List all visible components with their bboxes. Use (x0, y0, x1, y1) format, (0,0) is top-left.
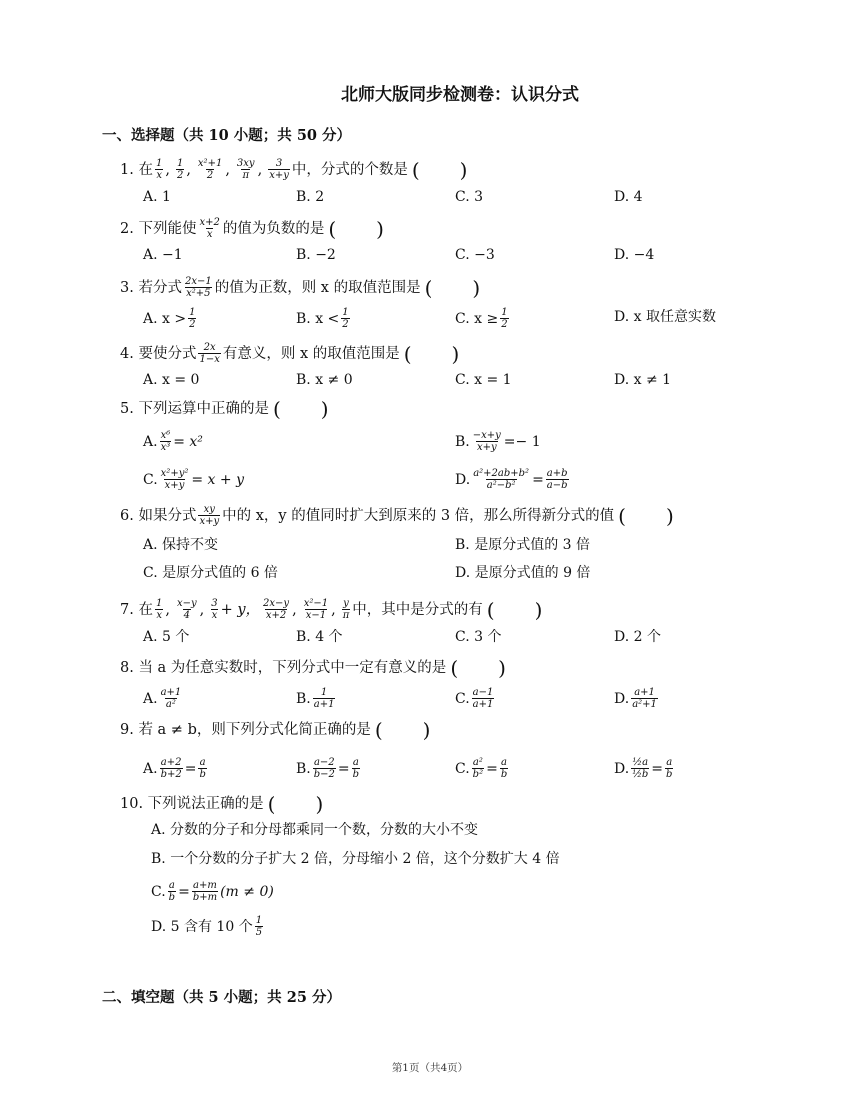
option-b[interactable]: B. x ≠ 0 (296, 372, 353, 388)
option-b[interactable]: B. −2 (296, 247, 336, 263)
option-c[interactable]: C. $\frac{\text{x²+y²}}{x+y}$ = x + y (143, 468, 244, 491)
q7-frac-2: $\frac{x-y}{4}$ (176, 598, 197, 621)
option-b[interactable]: B. $\frac{1}{a+1}$ (296, 687, 335, 710)
option-a[interactable]: A. 保持不变 (143, 537, 219, 553)
question-5 (120, 399, 329, 419)
q7-frac-5: $\frac{\text{x²−1}}{x-1}$ (303, 598, 329, 621)
q3-text: 的值为正数，则 x 的取值范围是 (214, 279, 421, 296)
option-a[interactable]: A. 5 个 (143, 629, 190, 645)
answer-blank[interactable]: ( ) (486, 597, 543, 622)
option-d[interactable]: D. x ≠ 1 (614, 372, 672, 388)
question-3 (120, 276, 480, 299)
question-10 (120, 794, 323, 814)
option-c[interactable]: C. −3 (455, 247, 495, 263)
q4-text: 有意义，则 x 的取值范围是 (222, 345, 400, 362)
option-d[interactable]: D. 2 个 (614, 629, 661, 645)
option-b[interactable]: B. x < $\frac{1}{2}$ (296, 307, 349, 330)
option-c[interactable]: C. 3 (455, 189, 484, 205)
q10-prefix: 10. 下列说法正确的是 (120, 796, 264, 812)
q2-text: 的值为负数的是 (222, 220, 325, 237)
q3-frac: $\frac{2x-1}{\text{x²+5}}$ (184, 276, 212, 299)
option-d[interactable]: D. x 取任意实数 (614, 309, 716, 325)
q2-prefix: 2. 下列能使 (120, 220, 197, 237)
question-6 (120, 504, 674, 527)
question-8 (120, 658, 506, 678)
q6-prefix: 6. 如果分式 (120, 507, 197, 524)
q4-prefix: 4. 要使分式 (120, 345, 197, 362)
q1-frac-4: $\frac{3xy}{\pi}$ (236, 158, 255, 181)
option-a[interactable]: A. x = 0 (143, 372, 200, 388)
option-a[interactable]: A. 分数的分子和分母都乘同一个数，分数的大小不变 (151, 822, 479, 838)
option-c[interactable]: C. $\frac{a-1}{a+1}$ (455, 687, 494, 710)
option-b[interactable]: B. 是原分式值的 3 倍 (455, 537, 590, 553)
q7-frac-1: $\frac{1}{x}$ (155, 598, 163, 621)
q7-frac-3: $\frac{3}{x}$ (211, 598, 218, 621)
option-d[interactable]: D. −4 (614, 247, 655, 263)
q7-text: 中，其中是分式的有 (352, 601, 483, 618)
answer-blank[interactable]: ( ) (272, 397, 329, 421)
option-c[interactable]: C. 是原分式值的 6 倍 (143, 565, 278, 581)
q7-frac-4: $\frac{2x-y}{x+2}$ (263, 598, 290, 621)
q6-frac: $\frac{xy}{x+y}$ (199, 504, 220, 527)
option-d[interactable]: D. 是原分式值的 9 倍 (455, 565, 591, 581)
page-title: 北师大版同步检测卷：认识分式 (341, 85, 579, 105)
q7-plus-y: + y， (220, 601, 261, 618)
option-c[interactable]: C. 3 个 (455, 629, 502, 645)
answer-blank[interactable]: ( ) (411, 157, 468, 182)
option-d[interactable]: D. 5 含有 10 个 $\frac{1}{5}$ (151, 915, 263, 938)
answer-blank[interactable]: ( ) (267, 792, 324, 816)
q1-prefix: 1. 在 (120, 161, 153, 178)
q7-prefix: 7. 在 (120, 601, 153, 618)
option-b[interactable]: B. 2 (296, 189, 325, 205)
option-a[interactable]: A. x > $\frac{1}{2}$ (143, 307, 196, 330)
option-b[interactable]: B. 4 个 (296, 629, 343, 645)
q4-frac: $\frac{2x}{1-x}$ (199, 342, 220, 365)
q1-frac-1: $\frac{1}{x}$ (155, 158, 163, 181)
option-a[interactable]: A. −1 (143, 247, 183, 263)
option-a[interactable]: A. $\frac{a+2}{b+2}$ = $\frac{a}{b}$ (143, 757, 206, 780)
answer-blank[interactable]: ( ) (450, 656, 506, 680)
q1-frac-5: $\frac{3}{x+y}$ (269, 158, 289, 181)
q1-frac-2: $\frac{1}{2}$ (176, 158, 184, 181)
question-9 (120, 720, 430, 740)
section-heading-choice: 一、选择题（共 10 小题；共 50 分） (102, 127, 352, 144)
option-d[interactable]: D. $\frac{\text{a²+2ab+b²}}{\text{a²−b²}}$ = $\frac{a+b}{a-b}$ (455, 468, 568, 491)
answer-blank[interactable]: ( ) (618, 503, 674, 528)
option-c[interactable]: C. $\frac{\text{a²}}{\text{b²}}$ = $\frac{a}{b}$ (455, 757, 508, 780)
option-a[interactable]: A. $\frac{\text{x⁶}}{\text{x³}}$ = x² (143, 430, 203, 453)
answer-blank[interactable]: ( ) (374, 718, 431, 742)
question-7: 7. 在 $\frac{1}{x}$ , $\frac{x-y}{4}$ , $\frac{3}{x}$ + y， $\frac{2x-y}{x+2}$ , $\frac{\text{x²−1}}{x-1}$ , $\frac{y}{\pi}$ 中，其中是分式的有 ( ) (120, 597, 543, 622)
option-b[interactable]: B. 一个分数的分子扩大 2 倍，分母缩小 2 倍，这个分数扩大 4 倍 (151, 851, 560, 867)
answer-blank[interactable]: ( ) (328, 216, 384, 241)
answer-blank[interactable]: ( ) (403, 341, 460, 366)
question-2 (120, 217, 384, 240)
q3-prefix: 3. 若分式 (120, 279, 182, 296)
section-heading-fill: 二、填空题（共 5 小题；共 25 分） (102, 989, 341, 1006)
option-c[interactable]: C. $\frac{a}{b}$ = $\frac{a+m}{b+m}$ (m ≠ 0) (151, 880, 274, 903)
q7-frac-6: $\frac{y}{\pi}$ (342, 598, 350, 621)
option-a[interactable]: A. $\frac{a+1}{\text{a²}}$ (143, 687, 182, 710)
option-d[interactable]: D. $\frac{\text{½a}}{\text{½b}}$ = $\frac{a}{b}$ (614, 757, 673, 780)
question-1: 1. 在 $\frac{1}{x}$ , $\frac{1}{2}$ , $\frac{\text{x²+1}}{2}$ , $\frac{3xy}{\pi}$ , $\frac{3}{x+y}$ 中，分式的个数是 ( ) (120, 157, 468, 182)
q8-prefix: 8. 当 a 为任意实数时，下列分式中一定有意义的是 (120, 660, 447, 676)
option-d[interactable]: D. 4 (614, 189, 643, 205)
answer-blank[interactable]: ( ) (424, 275, 481, 300)
option-b[interactable]: B. $\frac{-x+y}{x+y}$ =− 1 (455, 430, 541, 453)
option-b[interactable]: B. $\frac{a-2}{b-2}$ = $\frac{a}{b}$ (296, 757, 360, 780)
q1-text: 中，分式的个数是 (291, 161, 408, 178)
question-4 (120, 342, 459, 365)
page-footer: 第1页（共4页） (391, 1062, 469, 1074)
q2-frac: $\frac{x+2}{x}$ (199, 217, 220, 240)
q1-frac-3: $\frac{\text{x²+1}}{2}$ (197, 158, 223, 181)
q6-text: 中的 x，y 的值同时扩大到原来的 3 倍，那么所得新分式的值 (222, 507, 615, 524)
option-c[interactable]: C. x = 1 (455, 372, 512, 388)
option-d[interactable]: D. $\frac{a+1}{\text{a²+1}}$ (614, 687, 657, 710)
option-c[interactable]: C. x ≥ $\frac{1}{2}$ (455, 307, 508, 330)
q9-prefix: 9. 若 a ≠ b，则下列分式化简正确的是 (120, 722, 371, 738)
q5-prefix: 5. 下列运算中正确的是 (120, 401, 269, 417)
option-a[interactable]: A. 1 (143, 189, 171, 205)
